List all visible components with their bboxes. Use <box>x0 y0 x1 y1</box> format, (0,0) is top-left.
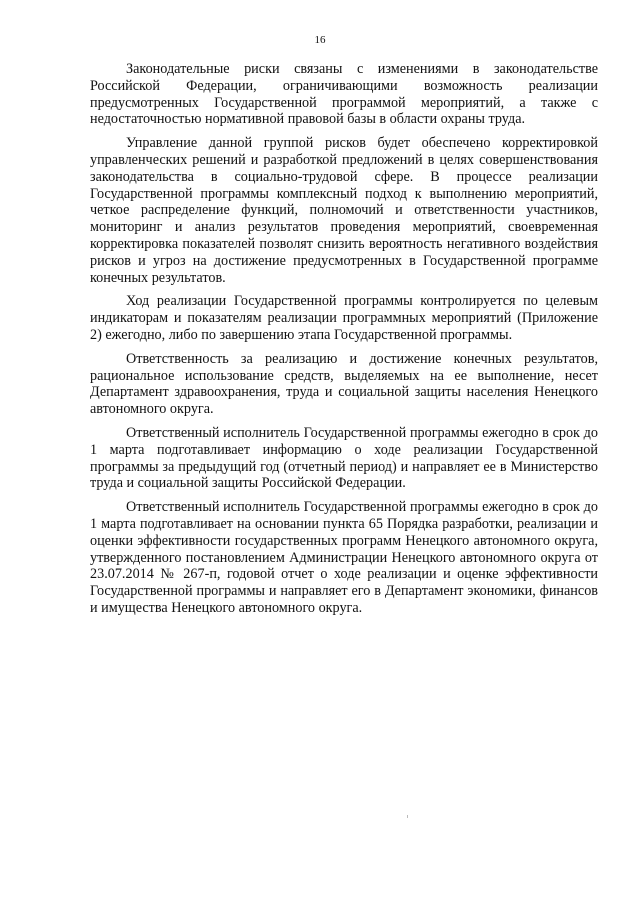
paragraph-legislative-risks: Законодательные риски связаны с изменениями в законодательстве Российской Федерации, ограничивающими возможность реализации предусмотренных Государственной программой мероприятий, а также с недостаточностью нормативной правовой базы в области охраны труда. <box>90 61 598 128</box>
paragraph-risk-management: Управление данной группой рисков будет обеспечено корректировкой управленческих решений и разработкой предложений в целях совершенствования законодательства в социально-трудовой сфере. В процессе реализации Государственной программы комплексный подход к выполнению мероприятий, четкое распределение функций, полномочий и ответственности участников, мониторинг и анализ результатов проведения мероприятий, своевременная корректировка показателей позволят снизить вероятность негативного воздействия рисков и угроз на достижение предусмотренных в Государственной программе конечных результатов. <box>90 135 598 286</box>
paragraph-ministry-report: Ответственный исполнитель Государственной программы ежегодно в срок до 1 марта подготавливает информацию о ходе реализации Государственной программы за предыдущий год (отчетный период) и направляет ее в Министерство труда и социальной защиты Российской Федерации. <box>90 424 598 492</box>
paragraph-program-control: Ход реализации Государственной программы контролируется по целевым индикаторам и показателям реализации программных мероприятий (Приложение 2) ежегодно, либо по завершению этапа Государственной программы. <box>90 293 598 343</box>
document-body <box>90 61 598 624</box>
scan-speck <box>407 815 408 818</box>
paragraph-responsibility: Ответственность за реализацию и достижение конечных результатов, рациональное использование средств, выделяемых на ее выполнение, несет Департамент здравоохранения, труда и социальной защиты населения Ненецкого автономного округа. <box>90 350 598 418</box>
paragraph-annual-report: Ответственный исполнитель Государственной программы ежегодно в срок до 1 марта подготавливает на основании пункта 65 Порядка разработки, реализации и оценки эффективности государственных программ Ненецкого автономного округа, утвержденного постановлением Администрации Ненецкого автономного округа от 23.07.2014 № 267-п, годовой отчет о ходе реализации и оценке эффективности Государственной программы и направляет его в Департамент экономики, финансов и имущества Ненецкого автономного округа. <box>90 499 598 616</box>
page-number: 16 <box>314 34 326 46</box>
